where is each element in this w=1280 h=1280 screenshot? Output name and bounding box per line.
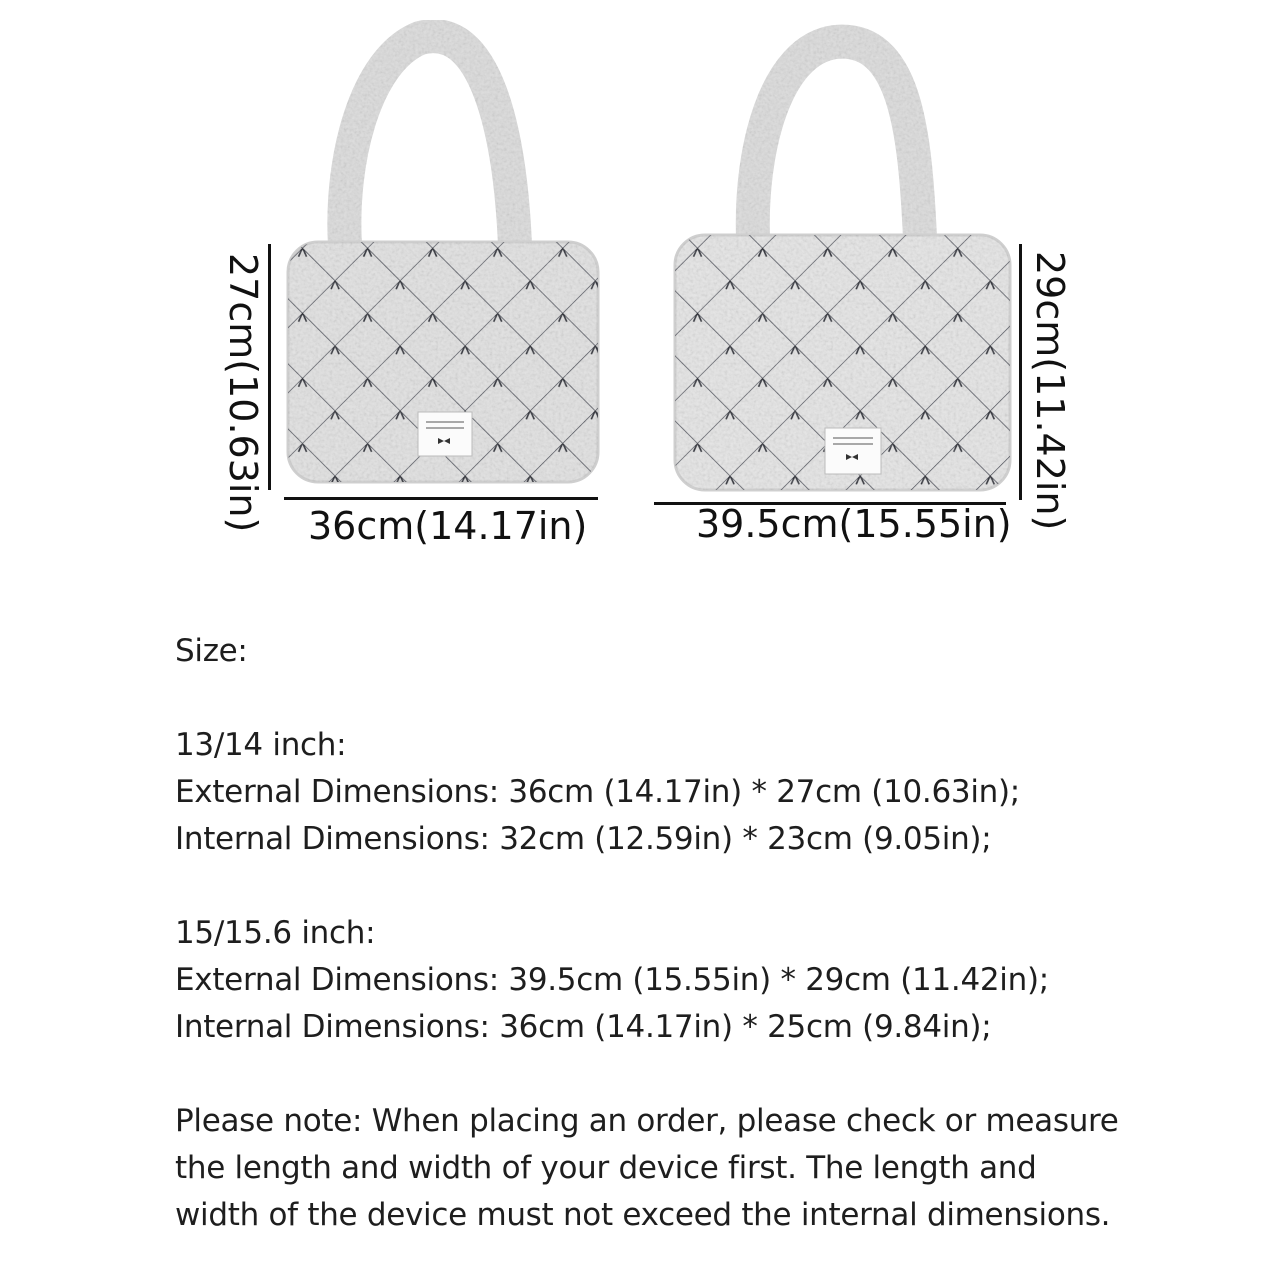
large-internal-dimensions: Internal Dimensions: 36cm (14.17in) * 25cm (9.84in); xyxy=(175,1009,992,1045)
bag-image-small xyxy=(270,20,610,500)
height-label-small: 27cm(10.63in) xyxy=(221,253,265,533)
small-size-title: 13/14 inch: xyxy=(175,727,347,763)
large-external-dimensions: External Dimensions: 39.5cm (15.55in) * 29cm (11.42in); xyxy=(175,962,1049,998)
size-description xyxy=(175,628,1119,1239)
note-line-1: Please note: When placing an order, please check or measure xyxy=(175,1103,1119,1139)
note-line-3: width of the device must not exceed the internal dimensions. xyxy=(175,1197,1111,1233)
large-size-title: 15/15.6 inch: xyxy=(175,915,376,951)
note-line-2: the length and width of your device first. The length and xyxy=(175,1150,1037,1186)
size-heading: Size: xyxy=(175,633,248,669)
height-label-large: 29cm(11.42in) xyxy=(1028,251,1072,531)
brand-label-patch xyxy=(825,428,881,474)
height-dimension-line-small xyxy=(268,244,271,490)
small-internal-dimensions: Internal Dimensions: 32cm (12.59in) * 23cm (9.05in); xyxy=(175,821,992,857)
width-dimension-line-small xyxy=(284,497,598,500)
bag-image-large xyxy=(665,20,1025,500)
width-label-large: 39.5cm(15.55in) xyxy=(696,502,1012,546)
small-external-dimensions: External Dimensions: 36cm (14.17in) * 27cm (10.63in); xyxy=(175,774,1020,810)
width-label-small: 36cm(14.17in) xyxy=(308,504,588,548)
height-dimension-line-large xyxy=(1019,244,1022,500)
brand-label-patch xyxy=(418,412,472,456)
